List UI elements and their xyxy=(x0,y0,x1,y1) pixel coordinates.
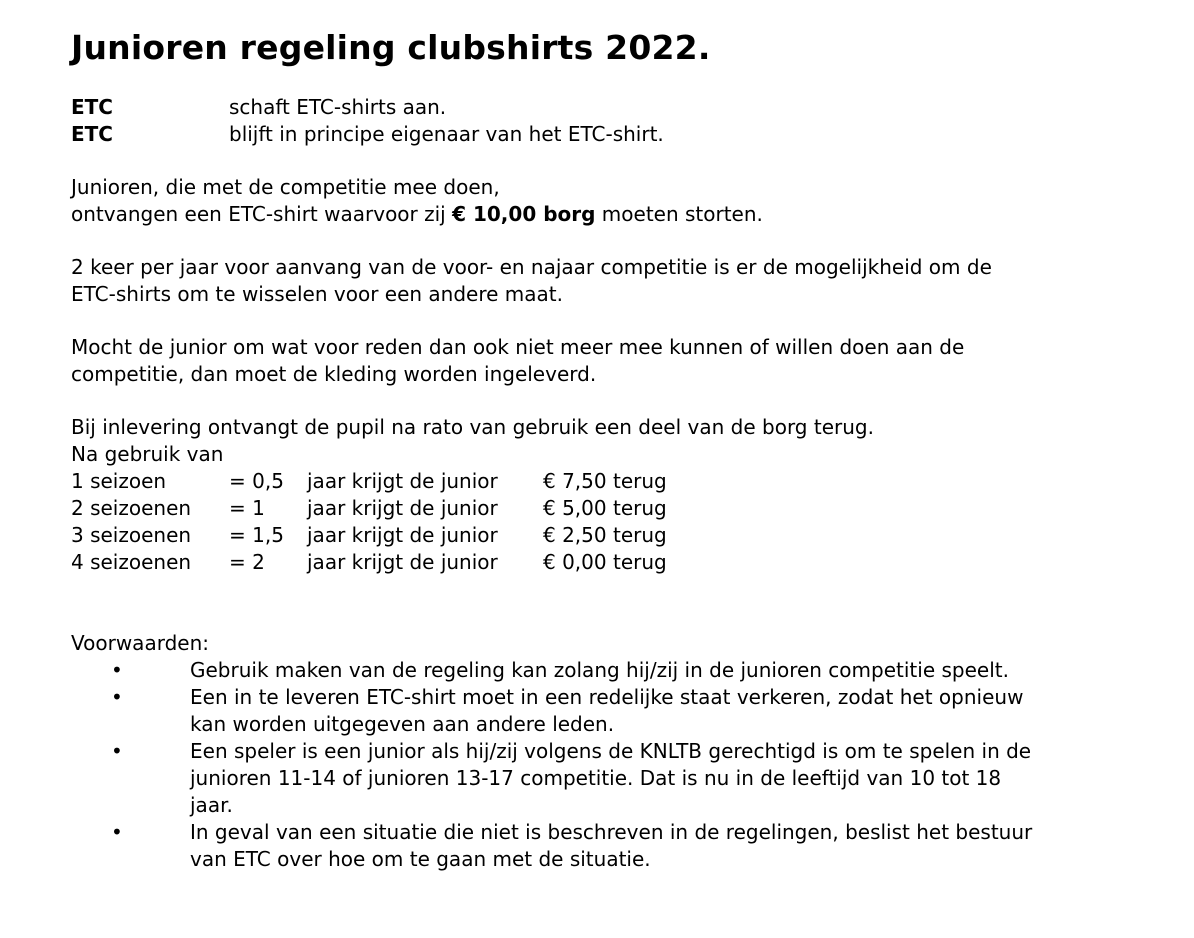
condition-line: Een in te leveren ETC-shirt moet in een redelijke staat verkeren, zodat het opnieuw xyxy=(190,685,1024,709)
refund-table-row xyxy=(71,549,1151,576)
document-title: Junioren regeling clubshirts 2022. xyxy=(71,28,711,67)
refund-amount: € 7,50 terug xyxy=(543,469,667,493)
deposit-line-2-post: moeten storten. xyxy=(595,202,763,226)
condition-line: jaar. xyxy=(190,793,233,817)
condition-item xyxy=(71,819,1151,873)
refund-phrase: jaar krijgt de junior xyxy=(307,469,498,493)
refund-phrase: jaar krijgt de junior xyxy=(307,550,498,574)
bullet-icon: • xyxy=(111,820,123,844)
condition-item xyxy=(71,684,1151,738)
refund-table-row xyxy=(71,522,1151,549)
refund-seasons: 2 seizoenen xyxy=(71,496,192,520)
deposit-line-2-pre: ontvangen een ETC-shirt waarvoor zij xyxy=(71,202,453,226)
refund-amount: € 2,50 terug xyxy=(543,523,667,547)
refund-phrase: jaar krijgt de junior xyxy=(307,523,498,547)
condition-item xyxy=(71,657,1151,684)
refund-years: = 1 xyxy=(229,496,265,520)
deposit-amount: € 10,00 borg xyxy=(452,202,596,226)
refund-amount: € 0,00 terug xyxy=(543,550,667,574)
refund-table-row xyxy=(71,495,1151,522)
conditions-list xyxy=(71,657,1151,873)
refund-years: = 0,5 xyxy=(229,469,284,493)
condition-text xyxy=(190,738,1140,819)
condition-text xyxy=(190,657,1140,684)
refund-phrase: jaar krijgt de junior xyxy=(307,496,498,520)
condition-line: van ETC over hoe om te gaan met de situatie. xyxy=(190,847,651,871)
condition-line: Gebruik maken van de regeling kan zolang hij/zij in de junioren competitie speelt. xyxy=(190,658,1009,682)
condition-text xyxy=(190,819,1140,873)
intro-text: blijft in principe eigenaar van het ETC-shirt. xyxy=(229,122,664,146)
exchange-line-2: ETC-shirts om te wisselen voor een andere maat. xyxy=(71,282,563,306)
intro-text: schaft ETC-shirts aan. xyxy=(229,95,447,119)
intro-section xyxy=(71,94,1151,148)
condition-line: Een speler is een junior als hij/zij volgens de KNLTB gerechtigd is om te spelen in de xyxy=(190,739,1032,763)
condition-line: In geval van een situatie die niet is beschreven in de regelingen, beslist het bestuur xyxy=(190,820,1033,844)
refund-years: = 1,5 xyxy=(229,523,284,547)
refund-line-1: Bij inlevering ontvangt de pupil na rato van gebruik een deel van de borg terug. xyxy=(71,415,874,439)
return-line-1: Mocht de junior om wat voor reden dan ook niet meer mee kunnen of willen doen aan de xyxy=(71,335,965,359)
conditions-title: Voorwaarden: xyxy=(71,631,209,655)
deposit-line-2 xyxy=(71,201,1151,228)
bullet-icon: • xyxy=(111,739,123,763)
condition-text xyxy=(190,684,1140,738)
document-body xyxy=(71,94,1151,873)
return-paragraph xyxy=(71,334,1151,388)
refund-line-2: Na gebruik van xyxy=(71,442,224,466)
intro-row xyxy=(71,121,1151,148)
refund-paragraph xyxy=(71,414,1151,576)
refund-amount: € 5,00 terug xyxy=(543,496,667,520)
refund-seasons: 1 seizoen xyxy=(71,469,167,493)
refund-years: = 2 xyxy=(229,550,265,574)
condition-line: kan worden uitgegeven aan andere leden. xyxy=(190,712,615,736)
exchange-paragraph xyxy=(71,254,1151,308)
bullet-icon: • xyxy=(111,658,123,682)
document-page xyxy=(71,22,1151,873)
condition-line: junioren 11-14 of junioren 13-17 competitie. Dat is nu in de leeftijd van 10 tot 18 xyxy=(190,766,1002,790)
deposit-line-1: Junioren, die met de competitie mee doen, xyxy=(71,175,500,199)
bullet-icon: • xyxy=(111,685,123,709)
refund-table-row xyxy=(71,468,1151,495)
intro-label: ETC xyxy=(71,95,113,119)
return-line-2: competitie, dan moet de kleding worden ingeleverd. xyxy=(71,362,597,386)
refund-seasons: 4 seizoenen xyxy=(71,550,192,574)
exchange-line-1: 2 keer per jaar voor aanvang van de voor- en najaar competitie is er de mogelijkheid om de xyxy=(71,255,992,279)
intro-label: ETC xyxy=(71,122,113,146)
intro-row xyxy=(71,94,1151,121)
refund-seasons: 3 seizoenen xyxy=(71,523,192,547)
refund-table xyxy=(71,468,1151,576)
condition-item xyxy=(71,738,1151,819)
deposit-paragraph xyxy=(71,174,1151,228)
